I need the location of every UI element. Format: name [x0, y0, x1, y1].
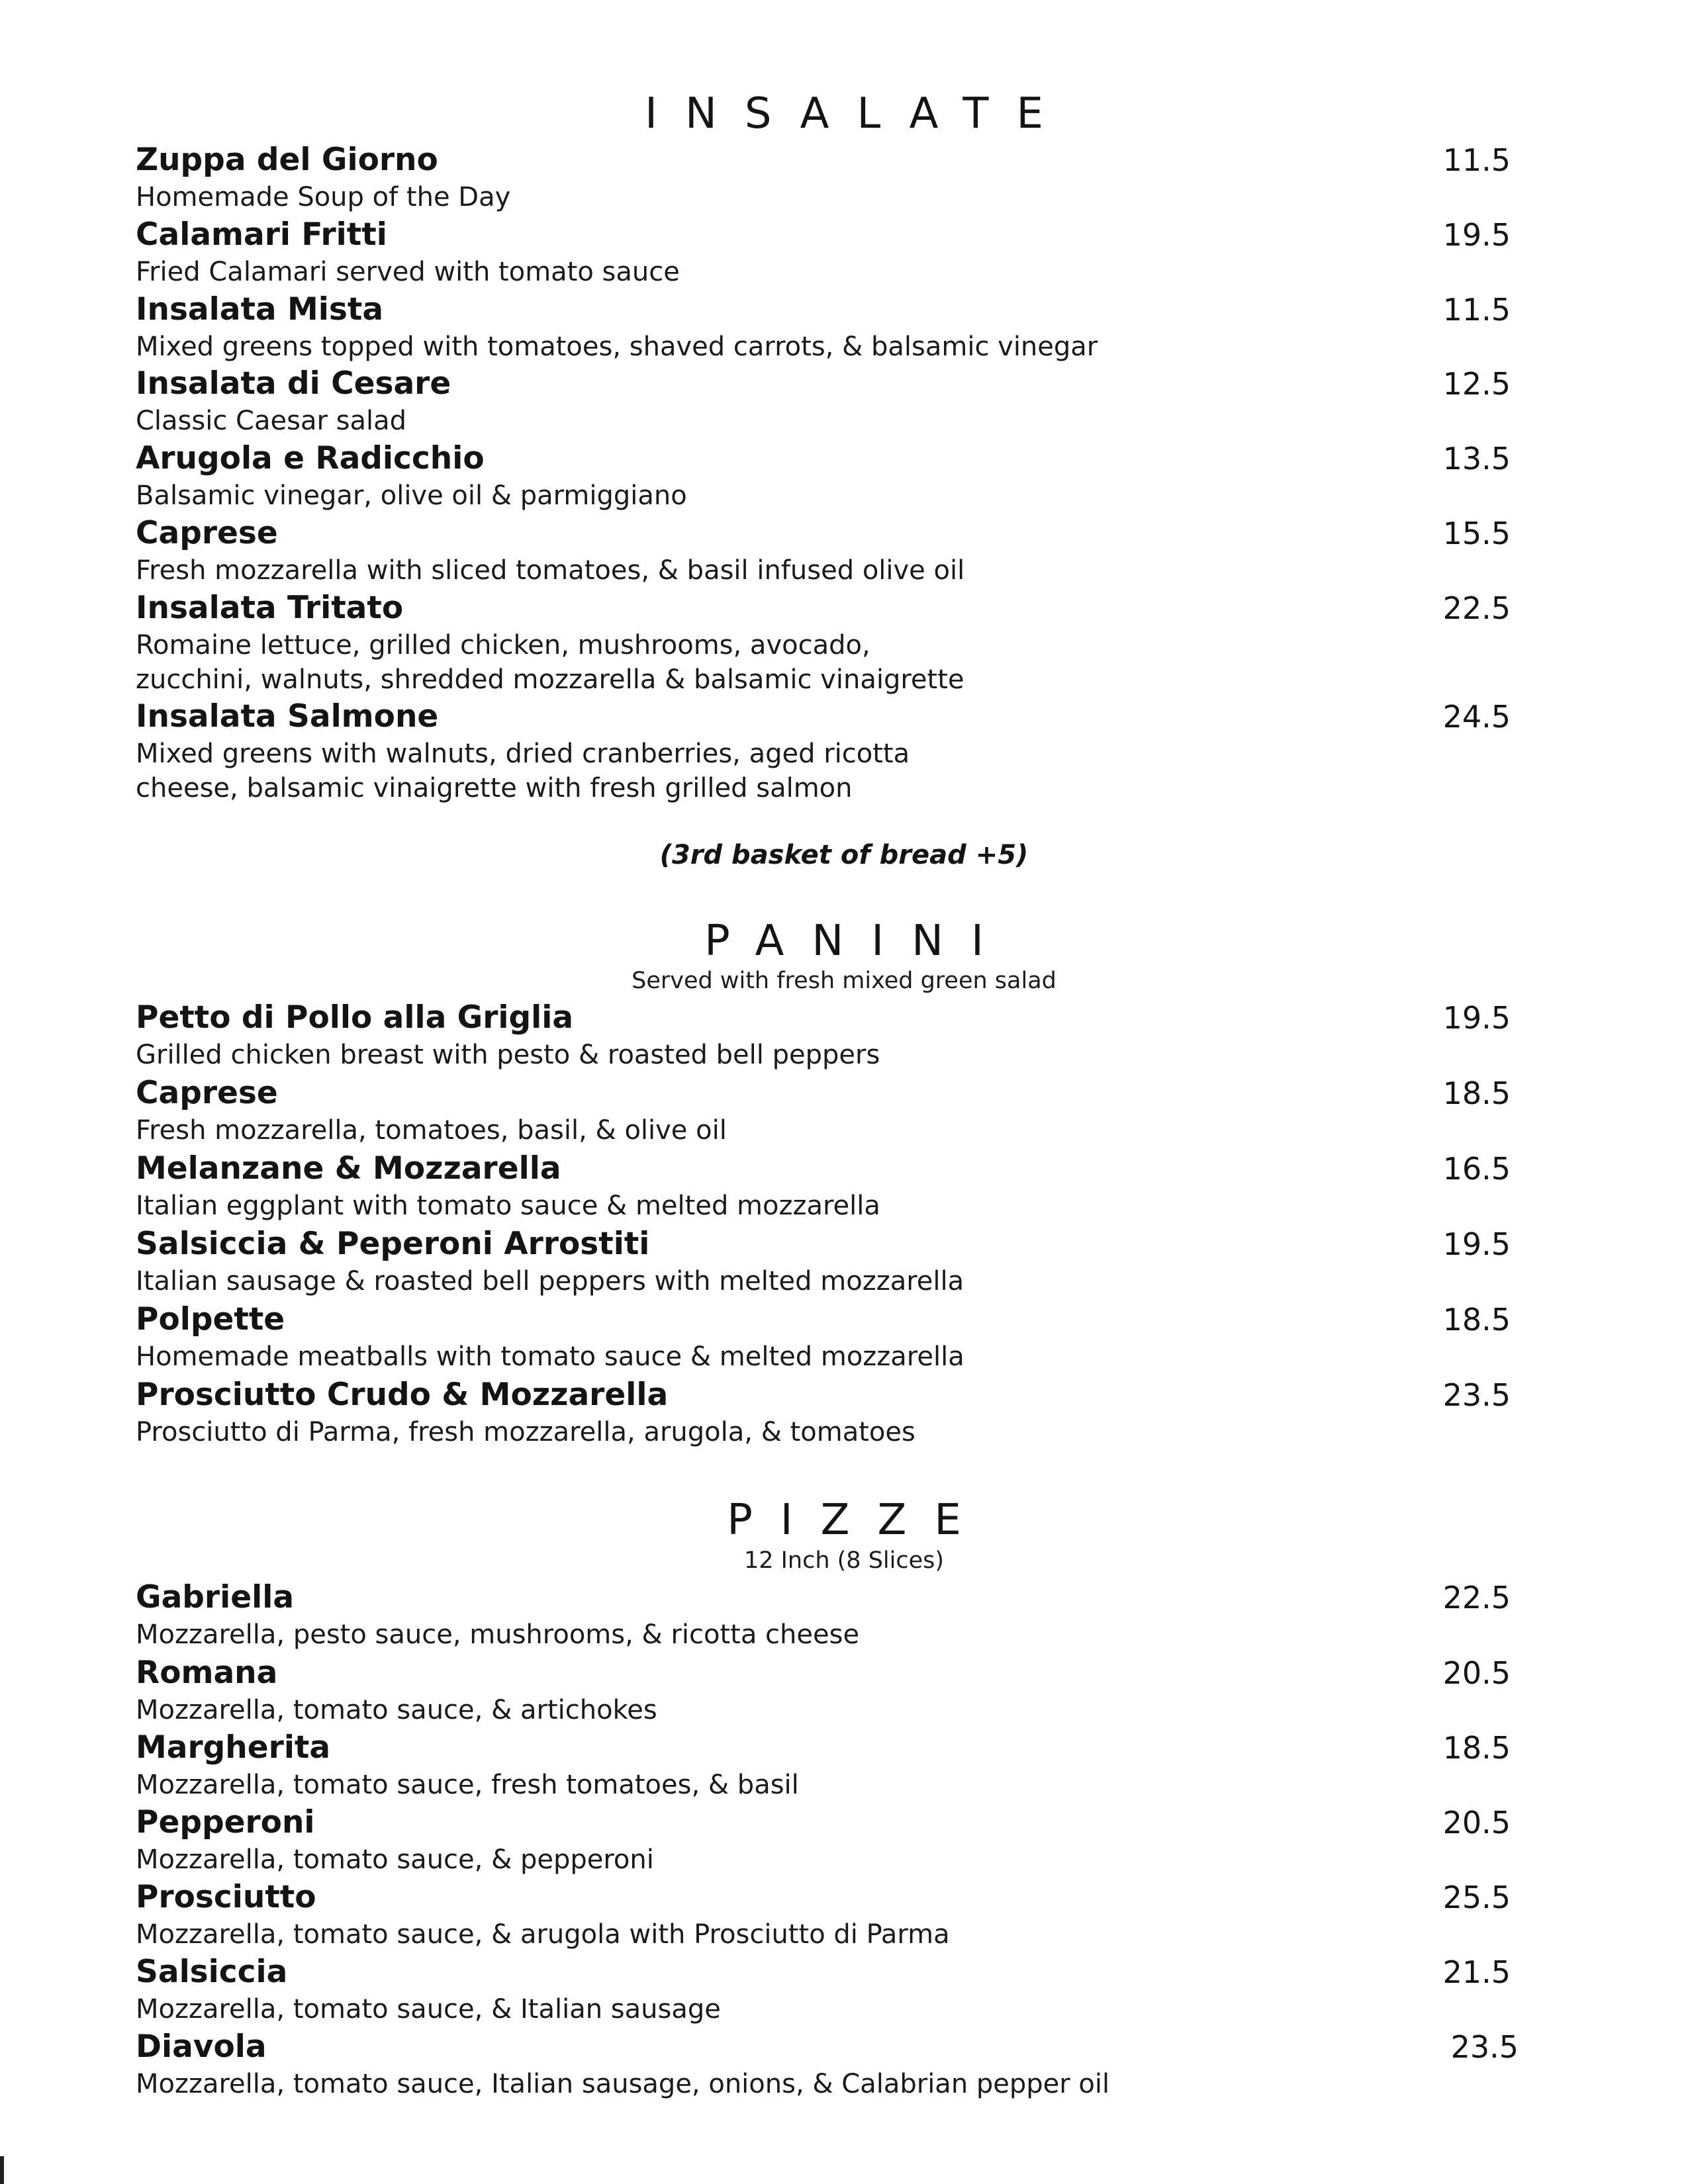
menu-item-price: 15.5 [1442, 516, 1511, 551]
menu-item-description: Fresh mozzarella with sliced tomatoes, & basil infused olive oil [136, 555, 965, 586]
menu-item-price: 23.5 [1442, 1377, 1511, 1413]
menu-item-description: Balsamic vinegar, olive oil & parmiggiano [136, 480, 687, 511]
menu-item-description: Italian eggplant with tomato sauce & melted mozzarella [136, 1191, 880, 1221]
menu-item-name: Caprese [136, 1075, 278, 1111]
menu-item-price: 11.5 [1442, 292, 1511, 328]
scan-edge-mark [0, 2156, 4, 2184]
menu-item-price: 19.5 [1442, 217, 1511, 253]
menu-item-name: Insalata Salmone [136, 698, 439, 735]
menu-item-description: Fresh mozzarella, tomatoes, basil, & olive oil [136, 1115, 727, 1146]
menu-item-price: 18.5 [1442, 1075, 1511, 1111]
menu-item-name: Pepperoni [136, 1804, 315, 1841]
menu-item-name: Insalata di Cesare [136, 365, 451, 402]
insalate-heading: INSALATE [645, 89, 1071, 138]
menu-item-name: Melanzane & Mozzarella [136, 1150, 561, 1187]
menu-item-description: Romaine lettuce, grilled chicken, mushrooms, avocado, zucchini, walnuts, shredded mozzarella & balsamic vinaigrette [136, 630, 964, 695]
menu-item-price: 11.5 [1442, 142, 1511, 178]
bread-basket-note: (3rd basket of bread +5) [659, 840, 1029, 870]
menu-item-description: Mozzarella, tomato sauce, fresh tomatoes, & basil [136, 1770, 799, 1800]
menu-item-price: 20.5 [1442, 1805, 1511, 1841]
menu-item-name: Polpette [136, 1301, 285, 1338]
menu-item-name: Arugola e Radicchio [136, 440, 485, 477]
menu-item-description: Italian sausage & roasted bell peppers with melted mozzarella [136, 1266, 964, 1297]
menu-item-price: 12.5 [1442, 366, 1511, 402]
menu-item-price: 13.5 [1442, 441, 1511, 477]
menu-item-name: Romana [136, 1655, 278, 1691]
menu-item-description: Homemade meatballs with tomato sauce & melted mozzarella [136, 1342, 964, 1372]
menu-item-price: 23.5 [1450, 2029, 1519, 2065]
menu-item-name: Salsiccia [136, 1954, 288, 1990]
menu-item-name: Margherita [136, 1729, 331, 1766]
pizze-subtitle: 12 Inch (8 Slices) [743, 1547, 945, 1574]
menu-item-description: Homemade Soup of the Day [136, 182, 511, 212]
panini-subtitle: Served with fresh mixed green salad [632, 968, 1056, 994]
menu-item-description: Fried Calamari served with tomato sauce [136, 257, 680, 287]
menu-item-price: 20.5 [1442, 1655, 1511, 1691]
menu-item-description: Prosciutto di Parma, fresh mozzarella, arugola, & tomatoes [136, 1417, 915, 1447]
menu-item-price: 25.5 [1442, 1880, 1511, 1915]
menu-item-price: 21.5 [1442, 1954, 1511, 1990]
menu-item-price: 16.5 [1442, 1151, 1511, 1187]
menu-item-price: 22.5 [1442, 1580, 1511, 1615]
menu-item-price: 18.5 [1442, 1730, 1511, 1766]
menu-item-name: Diavola [136, 2028, 267, 2065]
menu-item-description: Mozzarella, tomato sauce, & Italian sausage [136, 1994, 721, 2025]
menu-item-price: 19.5 [1442, 1226, 1511, 1262]
menu-item-description: Mozzarella, tomato sauce, & pepperoni [136, 1844, 654, 1875]
menu-item-price: 19.5 [1442, 1000, 1511, 1036]
menu-item-description: Mozzarella, tomato sauce, Italian sausage, onions, & Calabrian pepper oil [136, 2069, 1110, 2099]
menu-item-name: Prosciutto [136, 1879, 316, 1915]
menu-item-name: Petto di Pollo alla Griglia [136, 999, 574, 1036]
menu-item-name: Salsiccia & Peperoni Arrostiti [136, 1226, 650, 1262]
menu-item-description: Mixed greens with walnuts, dried cranberries, aged ricotta cheese, balsamic vinaigrette with fresh grilled salmon [136, 739, 910, 803]
pizze-heading: PIZZE [727, 1496, 989, 1545]
menu-item-price: 24.5 [1442, 699, 1511, 735]
menu-item-name: Gabriella [136, 1579, 295, 1615]
menu-item-price: 22.5 [1442, 590, 1511, 626]
menu-item-description: Mozzarella, tomato sauce, & arugola with Prosciutto di Parma [136, 1919, 950, 1950]
menu-item-price: 18.5 [1442, 1302, 1511, 1338]
menu-item-name: Insalata Tritato [136, 590, 404, 626]
menu-item-name: Zuppa del Giorno [136, 142, 438, 178]
menu-item-name: Prosciutto Crudo & Mozzarella [136, 1377, 669, 1413]
menu-item-name: Calamari Fritti [136, 216, 387, 253]
menu-item-description: Mozzarella, tomato sauce, & artichokes [136, 1695, 657, 1725]
menu-item-description: Grilled chicken breast with pesto & roasted bell peppers [136, 1040, 880, 1070]
menu-item-name: Insalata Mista [136, 291, 384, 328]
menu-item-description: Mozzarella, pesto sauce, mushrooms, & ricotta cheese [136, 1619, 860, 1650]
menu-item-description: Mixed greens topped with tomatoes, shaved carrots, & balsamic vinegar [136, 332, 1098, 362]
menu-item-name: Caprese [136, 515, 278, 551]
panini-heading: PANINI [704, 917, 1011, 966]
menu-item-description: Classic Caesar salad [136, 406, 406, 436]
